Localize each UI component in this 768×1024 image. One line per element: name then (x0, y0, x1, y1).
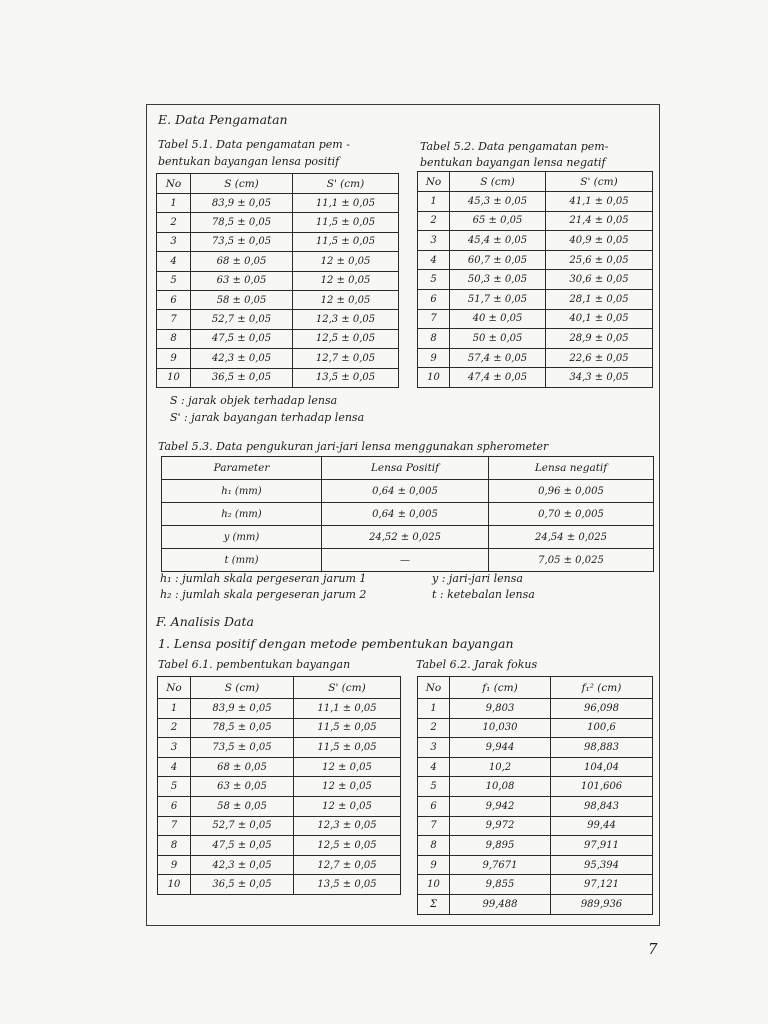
table62-caption: Tabel 6.2. Jarak fokus (416, 658, 538, 671)
table-cell: 11,5 ± 0,05 (293, 232, 399, 251)
table-cell: 10 (418, 368, 450, 388)
table-cell: 83,9 ± 0,05 (191, 194, 293, 213)
table51-caption-line1: Tabel 5.1. Data pengamatan pem - (158, 138, 350, 151)
table-cell: 11,5 ± 0,05 (294, 738, 401, 758)
table-5-2 (417, 171, 653, 388)
table-header: f₁² (cm) (551, 677, 653, 699)
table-cell: 63 ± 0,05 (191, 271, 293, 290)
table-cell: — (322, 549, 489, 572)
table-cell: 104,04 (551, 757, 653, 777)
table-cell: 2 (418, 211, 450, 231)
table-cell: 1 (157, 194, 191, 213)
table-cell: 4 (157, 252, 191, 271)
table-header: No (418, 172, 450, 192)
table-cell: 42,3 ± 0,05 (191, 349, 293, 368)
table-cell: 0,64 ± 0,005 (322, 503, 489, 526)
table-cell: 8 (157, 329, 191, 348)
table-cell: 60,7 ± 0,05 (450, 250, 546, 270)
table-cell: 30,6 ± 0,05 (546, 270, 653, 290)
table-cell: 100,6 (551, 718, 653, 738)
table-cell: 3 (418, 738, 450, 758)
table-cell: 4 (418, 250, 450, 270)
table-cell: 8 (158, 836, 191, 856)
note-h2: h₂ : jumlah skala pergeseran jarum 2 (160, 588, 367, 601)
table-header: S (cm) (191, 174, 293, 194)
section-f-heading: F. Analisis Data (156, 614, 254, 629)
table-cell: 8 (418, 329, 450, 349)
table-cell: 10,2 (450, 757, 551, 777)
table-cell: 42,3 ± 0,05 (191, 855, 294, 875)
table-cell: 12 ± 0,05 (293, 252, 399, 271)
table-cell: 12,5 ± 0,05 (293, 329, 399, 348)
table-cell: 21,4 ± 0,05 (546, 211, 653, 231)
note-y: y : jari-jari lensa (432, 572, 523, 585)
table-cell: 7 (157, 310, 191, 329)
table-header: f₁ (cm) (450, 677, 551, 699)
table-cell: 11,5 ± 0,05 (293, 213, 399, 232)
table-cell: 9,803 (450, 699, 551, 719)
table-cell: 58 ± 0,05 (191, 290, 293, 309)
table-cell: 101,606 (551, 777, 653, 797)
section-f-subheading: 1. Lensa positif dengan metode pembentukan bayangan (158, 636, 514, 651)
table-cell: 12,5 ± 0,05 (294, 836, 401, 856)
table-header: S (cm) (191, 677, 294, 699)
table-cell: 40,9 ± 0,05 (546, 231, 653, 251)
table-cell: 12,7 ± 0,05 (293, 349, 399, 368)
table-cell: 47,5 ± 0,05 (191, 836, 294, 856)
table-cell: 9,972 (450, 816, 551, 836)
table-cell: 51,7 ± 0,05 (450, 289, 546, 309)
table-cell: 12,3 ± 0,05 (294, 816, 401, 836)
table-cell: 2 (418, 718, 450, 738)
table-cell: 65 ± 0,05 (450, 211, 546, 231)
table-cell: 6 (157, 290, 191, 309)
table-cell: 12,3 ± 0,05 (293, 310, 399, 329)
table-cell: t (mm) (162, 549, 322, 572)
table-cell: 12 ± 0,05 (294, 796, 401, 816)
table-cell: 11,1 ± 0,05 (294, 699, 401, 719)
table-cell: 9,895 (450, 836, 551, 856)
table-cell: 13,5 ± 0,05 (293, 368, 399, 387)
table-cell: 9 (158, 855, 191, 875)
table-cell: 12 ± 0,05 (294, 777, 401, 797)
table-cell: 57,4 ± 0,05 (450, 348, 546, 368)
table-cell: h₁ (mm) (162, 480, 322, 503)
table-cell: 28,1 ± 0,05 (546, 289, 653, 309)
table-cell: 68 ± 0,05 (191, 757, 294, 777)
table-cell: 5 (158, 777, 191, 797)
table-cell: 6 (418, 289, 450, 309)
table-cell: 4 (418, 757, 450, 777)
table-cell: 96,098 (551, 699, 653, 719)
table-cell: h₂ (mm) (162, 503, 322, 526)
table-cell: 40,1 ± 0,05 (546, 309, 653, 329)
table-cell: 7 (418, 816, 450, 836)
table-cell: 10,030 (450, 718, 551, 738)
table-cell: 7 (158, 816, 191, 836)
table-cell: 50 ± 0,05 (450, 329, 546, 349)
table-cell: 9,7671 (450, 855, 551, 875)
table-cell: 3 (158, 738, 191, 758)
table-cell: 10 (418, 875, 450, 895)
table-cell: 7 (418, 309, 450, 329)
table-sum-cell: 99,488 (450, 894, 551, 914)
note-h1: h₁ : jumlah skala pergeseran jarum 1 (160, 572, 367, 585)
table-cell: 68 ± 0,05 (191, 252, 293, 271)
table-cell: 11,5 ± 0,05 (294, 718, 401, 738)
table-header: S' (cm) (294, 677, 401, 699)
table-cell: 45,3 ± 0,05 (450, 192, 546, 212)
table-header: Lensa negatif (489, 457, 654, 480)
table-cell: 13,5 ± 0,05 (294, 875, 401, 895)
table-cell: 6 (418, 796, 450, 816)
table-cell: 12 ± 0,05 (293, 290, 399, 309)
table-cell: 24,52 ± 0,025 (322, 526, 489, 549)
page-number: 7 (648, 940, 658, 958)
table-cell: 2 (158, 718, 191, 738)
table-cell: 9 (418, 348, 450, 368)
table-cell: 10,08 (450, 777, 551, 797)
table-cell: 4 (158, 757, 191, 777)
table-6-2 (417, 676, 653, 915)
table-cell: 83,9 ± 0,05 (191, 699, 294, 719)
table-cell: 73,5 ± 0,05 (191, 232, 293, 251)
table-cell: 3 (418, 231, 450, 251)
table-cell: 9,855 (450, 875, 551, 895)
table-cell: 28,9 ± 0,05 (546, 329, 653, 349)
table-cell: 9 (418, 855, 450, 875)
table-cell: 1 (418, 699, 450, 719)
table-cell: 10 (157, 368, 191, 387)
table-cell: 97,911 (551, 836, 653, 856)
table-cell: 34,3 ± 0,05 (546, 368, 653, 388)
table-5-1 (156, 173, 399, 388)
table-6-1 (157, 676, 401, 895)
table-cell: 78,5 ± 0,05 (191, 718, 294, 738)
table-cell: 1 (418, 192, 450, 212)
table-cell: 50,3 ± 0,05 (450, 270, 546, 290)
table-cell: 0,96 ± 0,005 (489, 480, 654, 503)
table-cell: 78,5 ± 0,05 (191, 213, 293, 232)
table-cell: 24,54 ± 0,025 (489, 526, 654, 549)
note-t: t : ketebalan lensa (432, 588, 535, 601)
table-sum-label: Σ (418, 894, 450, 914)
table-cell: 22,6 ± 0,05 (546, 348, 653, 368)
table-cell: 95,394 (551, 855, 653, 875)
table-header: No (158, 677, 191, 699)
table-header: S (cm) (450, 172, 546, 192)
table-header: S' (cm) (293, 174, 399, 194)
note-s-prime: S' : jarak bayangan terhadap lensa (170, 411, 365, 424)
table-cell: 97,121 (551, 875, 653, 895)
table-cell: 9 (157, 349, 191, 368)
table52-caption-line1: Tabel 5.2. Data pengamatan pem- (420, 140, 609, 153)
table-header: S' (cm) (546, 172, 653, 192)
table-cell: 47,5 ± 0,05 (191, 329, 293, 348)
section-e-heading: E. Data Pengamatan (158, 112, 288, 127)
table-cell: 5 (157, 271, 191, 290)
table-cell: 9,942 (450, 796, 551, 816)
table-cell: 3 (157, 232, 191, 251)
table-cell: 12,7 ± 0,05 (294, 855, 401, 875)
table-cell: 0,70 ± 0,005 (489, 503, 654, 526)
table-cell: 40 ± 0,05 (450, 309, 546, 329)
table-cell: 45,4 ± 0,05 (450, 231, 546, 251)
table-cell: 25,6 ± 0,05 (546, 250, 653, 270)
table-cell: 58 ± 0,05 (191, 796, 294, 816)
table-sum-cell: 989,936 (551, 894, 653, 914)
table-cell: 12 ± 0,05 (293, 271, 399, 290)
table61-caption: Tabel 6.1. pembentukan bayangan (158, 658, 351, 671)
table-cell: 2 (157, 213, 191, 232)
table-cell: 36,5 ± 0,05 (191, 368, 293, 387)
table-cell: 0,64 ± 0,005 (322, 480, 489, 503)
table-cell: 41,1 ± 0,05 (546, 192, 653, 212)
table-cell: 1 (158, 699, 191, 719)
table-cell: 98,843 (551, 796, 653, 816)
table53-caption: Tabel 5.3. Data pengukuran jari-jari lensa menggunakan spherometer (158, 440, 549, 453)
table-header: Parameter (162, 457, 322, 480)
table-cell: 98,883 (551, 738, 653, 758)
table-cell: 12 ± 0,05 (294, 757, 401, 777)
table-5-3 (161, 456, 654, 572)
table-cell: 8 (418, 836, 450, 856)
table-cell: 10 (158, 875, 191, 895)
table-header: Lensa Positif (322, 457, 489, 480)
table-cell: y (mm) (162, 526, 322, 549)
table-cell: 99,44 (551, 816, 653, 836)
table-cell: 47,4 ± 0,05 (450, 368, 546, 388)
table-cell: 11,1 ± 0,05 (293, 194, 399, 213)
table-cell: 5 (418, 270, 450, 290)
table-cell: 5 (418, 777, 450, 797)
table-cell: 9,944 (450, 738, 551, 758)
table-cell: 36,5 ± 0,05 (191, 875, 294, 895)
note-s: S : jarak objek terhadap lensa (170, 394, 338, 407)
table-cell: 63 ± 0,05 (191, 777, 294, 797)
table-header: No (157, 174, 191, 194)
table-cell: 73,5 ± 0,05 (191, 738, 294, 758)
table-cell: 52,7 ± 0,05 (191, 816, 294, 836)
table-cell: 7,05 ± 0,025 (489, 549, 654, 572)
table-header: No (418, 677, 450, 699)
table-cell: 6 (158, 796, 191, 816)
table52-caption-line2: bentukan bayangan lensa negatif (420, 156, 606, 169)
table-cell: 52,7 ± 0,05 (191, 310, 293, 329)
table51-caption-line2: bentukan bayangan lensa positif (158, 155, 340, 168)
